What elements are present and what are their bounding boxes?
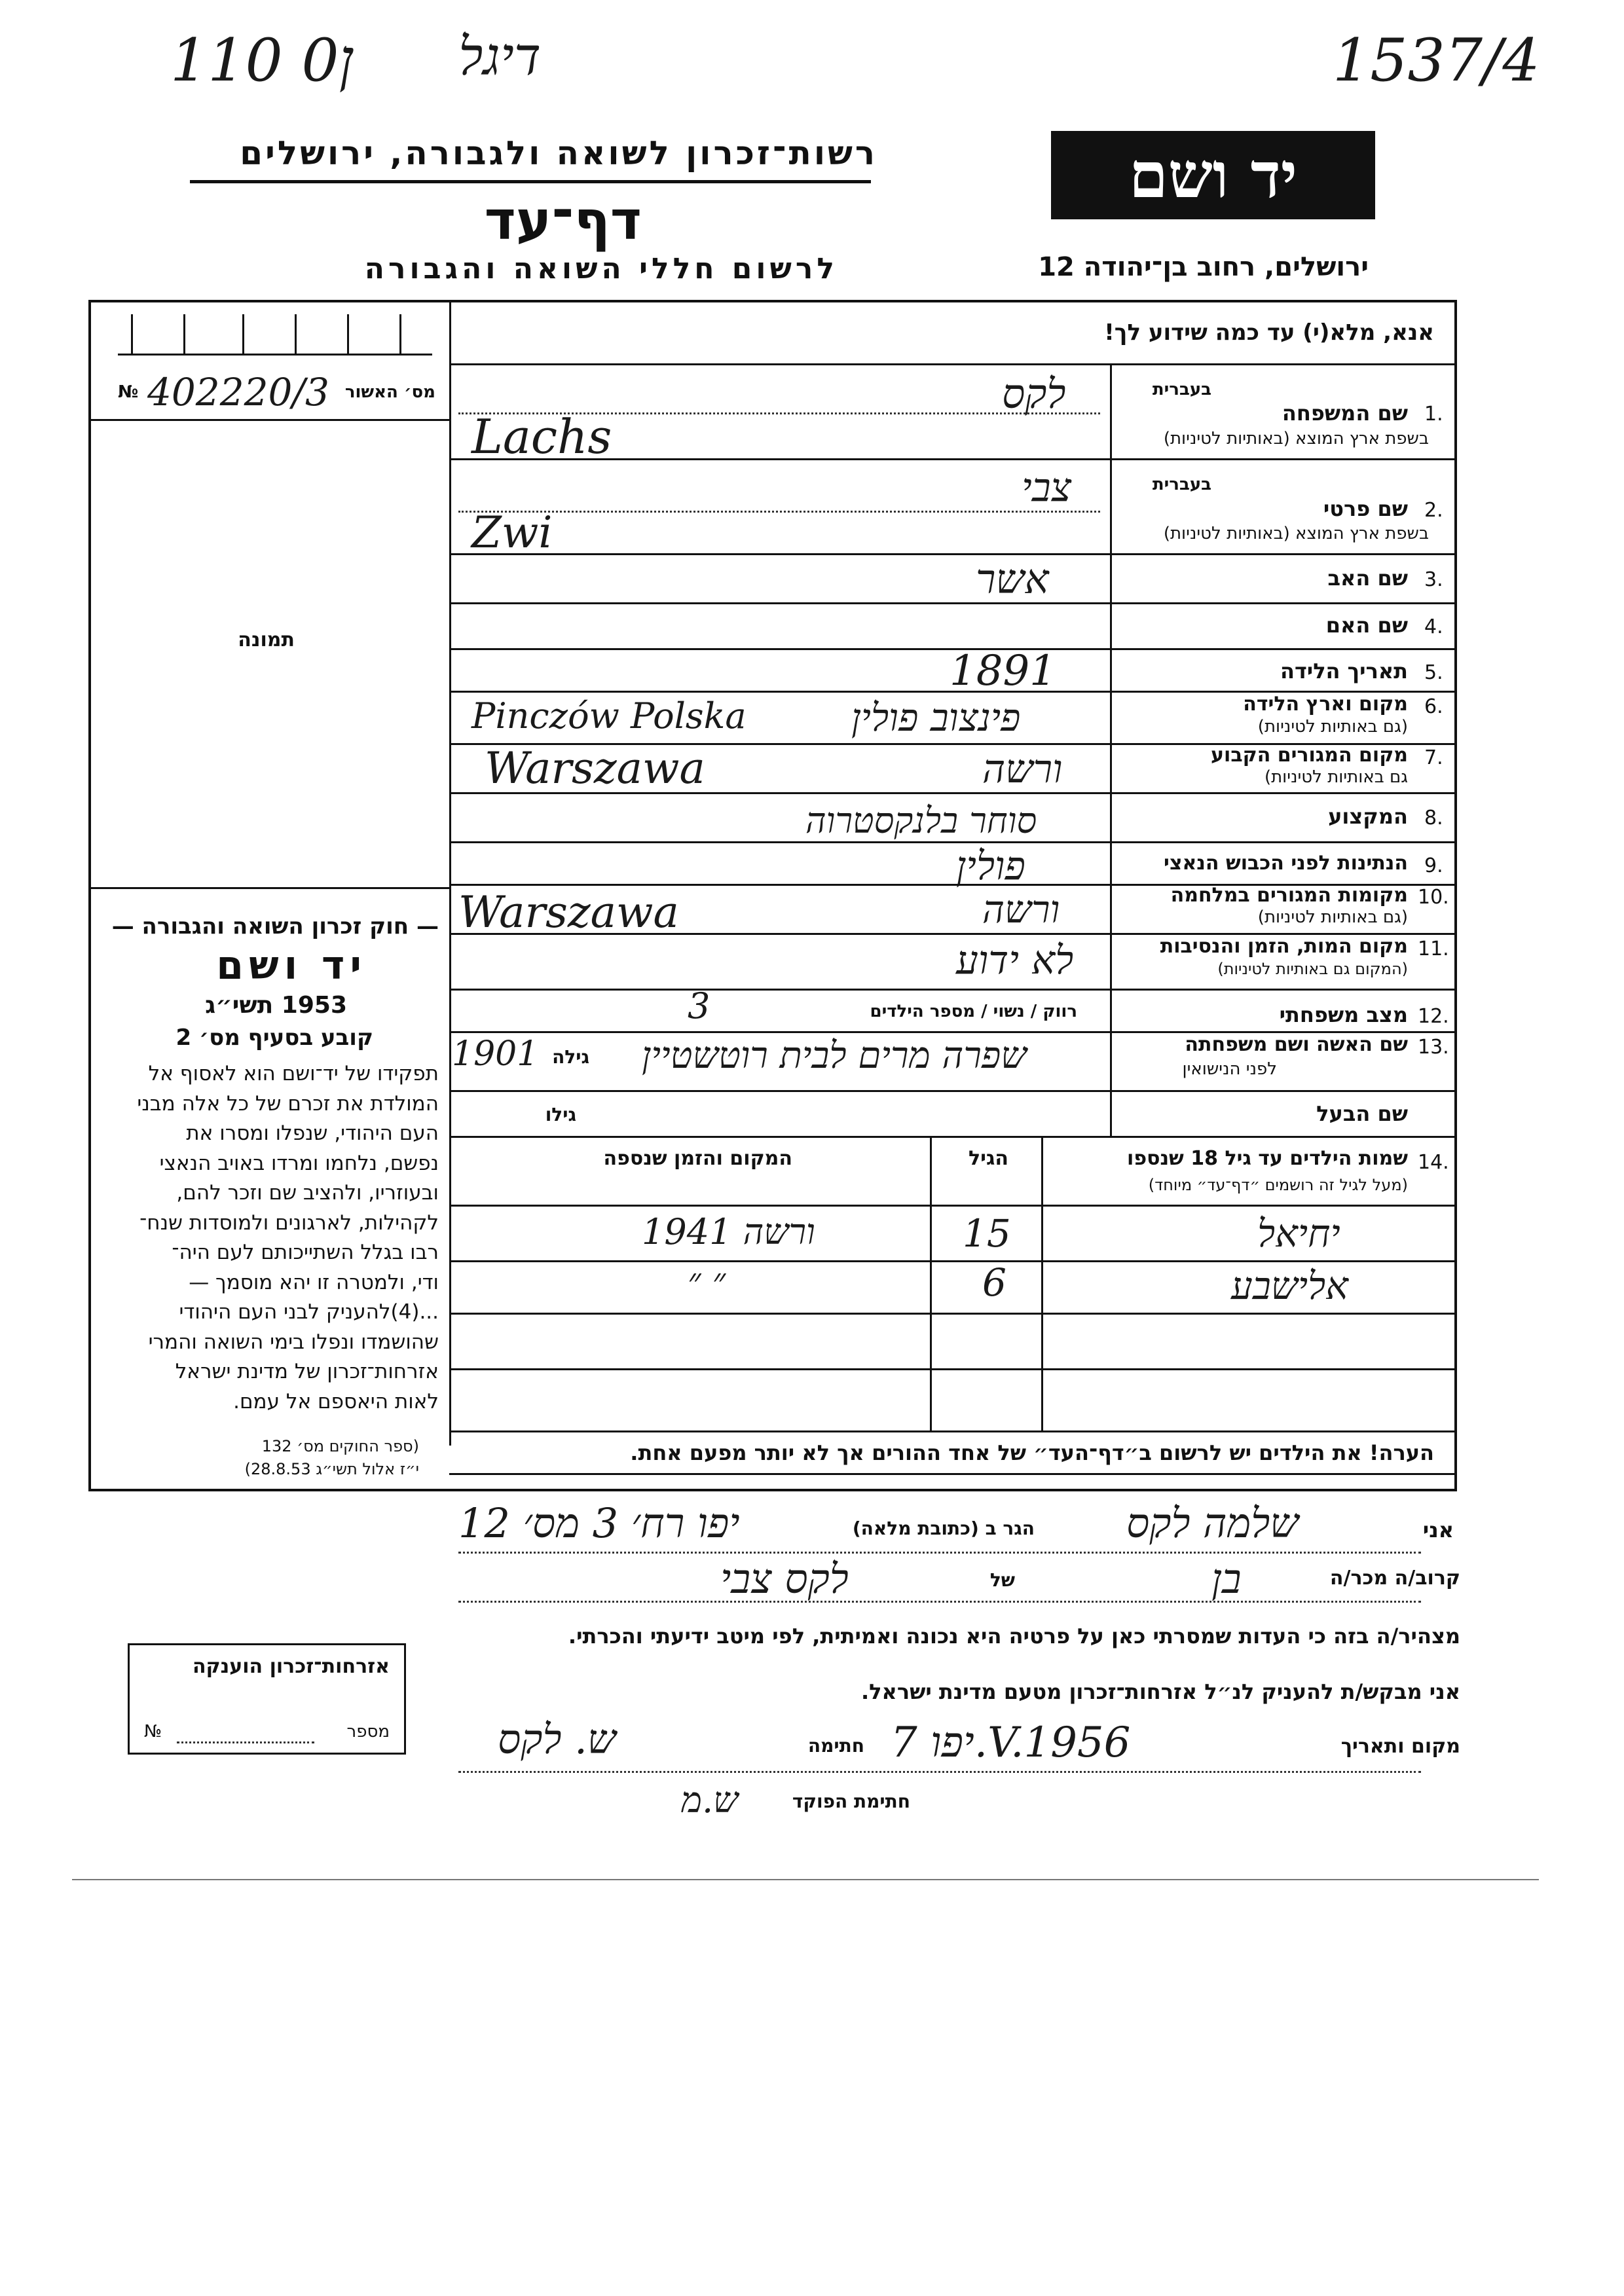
relative-label: קרוב/ה מכר/ה: [1329, 1567, 1460, 1590]
field-13-number: 13.: [1418, 1036, 1449, 1059]
fill-instruction: אנא, מלא(י) עד כמה שידוע לך!: [1104, 319, 1434, 346]
child-1-name: יחיאל: [1257, 1211, 1340, 1256]
field-9-label: הנתינות לפני הכבוש הנאצי: [1164, 852, 1408, 875]
children-col-divider: [1041, 1136, 1043, 1430]
children-row-rule: [449, 1368, 1457, 1370]
handwritten-note-mid: דיגל: [458, 26, 542, 87]
field-10-sub: (גם באותיות לטיניות): [1257, 907, 1408, 927]
children-col-divider: [930, 1136, 932, 1430]
child-2-place: ״ ״: [688, 1260, 726, 1302]
field-2-dotted: [458, 511, 1100, 513]
row-rule: [449, 363, 1457, 365]
field-1-label: שם המשפחה: [1282, 401, 1408, 426]
law-ref-2: י״ז אלול תשי״ג 28.8.53): [244, 1460, 419, 1478]
law-clause: קובע בסעיף מס׳ 2: [175, 1025, 373, 1051]
declaration-request: אני מבקש/ת להעניק לנ״ל אזרחות־זכרון מטעם מדינת ישראל.: [861, 1679, 1460, 1704]
citizenship-number-line: [177, 1741, 314, 1743]
wife-name: שפרה מרים לבית רוטשטיין: [642, 1034, 1027, 1077]
field-6-label: מקום וארץ הלידה: [1243, 693, 1408, 716]
authority-title: רשות־זכרון לשואה ולגבורה, ירושלים: [240, 134, 877, 172]
field-5-label: תאריך הלידה: [1280, 659, 1408, 683]
occupation: סוחר בלנקסטרוה: [805, 800, 1037, 841]
declaration-i-label: אני: [1422, 1518, 1454, 1542]
field-9-number: 9.: [1424, 854, 1443, 877]
relation: בן: [1211, 1555, 1242, 1603]
birth-place-hebrew: פינצוב פולין: [851, 695, 1021, 740]
children-place-header: המקום והזמן שנספה: [603, 1147, 792, 1170]
field-11-number: 11.: [1418, 938, 1449, 960]
children-row-rule: [449, 1260, 1457, 1262]
law-line: ...(4)להעניק לבני העם היהודי: [179, 1300, 439, 1324]
husband-label: שם הבעל: [1316, 1101, 1408, 1126]
yad-vashem-logo: [1051, 131, 1375, 219]
field-1-hebrew-tag: בעברית: [1152, 380, 1211, 399]
law-ref-1: (ספר החוקים מס׳ 132: [261, 1437, 419, 1455]
row-rule: [449, 841, 1457, 843]
archive-number: 1537/4: [1333, 26, 1540, 95]
nationality: פולין: [956, 843, 1025, 889]
law-line: רבו בגלל השתייכותם לעם היה־: [172, 1241, 439, 1264]
header-rule: [190, 180, 871, 183]
citizenship-title: אזרחות־זכרון הוענקה: [192, 1655, 390, 1678]
residence-hebrew: ורשה: [982, 746, 1063, 792]
approval-number: 402220/3: [147, 370, 329, 414]
declaration-line-2: [458, 1601, 1421, 1603]
wife-age-label: גילה: [552, 1046, 589, 1068]
field-2-number: 2.: [1424, 499, 1443, 522]
law-name: יד ושם: [216, 943, 367, 989]
citizenship-no-sign: №: [144, 1722, 162, 1741]
law-line: ודי, ולמטרה זו יהא מוסמך —: [189, 1270, 439, 1294]
children-number: 14.: [1418, 1151, 1449, 1174]
law-line: אזרחות־זכרון של מדינת ישראל: [175, 1360, 439, 1383]
law-line: לאות היאספם אל עמם.: [233, 1389, 439, 1413]
frame-divider: [449, 300, 451, 1446]
row-rule: [449, 989, 1457, 991]
death-place: לא ידוע: [956, 938, 1074, 983]
field-1-number: 1.: [1424, 403, 1443, 426]
logo-text: יד ושם: [1128, 138, 1298, 212]
child-2-age: 6: [982, 1260, 1006, 1305]
children-header-rule: [449, 1205, 1457, 1207]
field-7-label: מקום המגורים הקבוע: [1211, 744, 1408, 767]
of-name: לקס צבי: [720, 1555, 849, 1603]
residence-latin: Warszawa: [485, 743, 705, 793]
family-name-latin: Lachs: [471, 409, 612, 464]
row-rule: [449, 1136, 1457, 1138]
place-date: יפו 7.V.1956: [891, 1719, 1131, 1767]
approval-cells: [118, 314, 432, 355]
row-rule: [449, 458, 1457, 460]
remark-rule: [449, 1473, 1457, 1475]
birth-place-latin: Pinczów Polska: [471, 695, 747, 737]
children-row-rule: [449, 1313, 1457, 1315]
birth-date: 1891: [950, 647, 1056, 695]
husband-age-label: גילו: [545, 1104, 576, 1125]
form-title: דף־עד: [484, 190, 642, 252]
photo-label: תמונה: [238, 629, 295, 651]
field-8-number: 8.: [1424, 807, 1443, 829]
field-7-sub: גם באותיות לטיניות): [1264, 767, 1408, 787]
field-13-label: שם האשה ושם משפחתה: [1185, 1033, 1408, 1056]
signature-label: חתימה: [807, 1735, 864, 1757]
declaration-statement: מצהיר/ה בזה כי העדות שמסרתי כאן על פרטיה היא נכונה ואמיתית, לפי מיטב ידיעתי והכרתי.: [568, 1624, 1460, 1649]
field-6-sub: (גם באותיות לטיניות): [1257, 717, 1408, 737]
law-year: 1953 תשי״ג: [205, 992, 347, 1019]
row-rule: [449, 602, 1457, 604]
wife-age: 1901: [452, 1034, 539, 1074]
field-10-number: 10.: [1418, 886, 1449, 909]
family-name-hebrew: לקס: [1002, 370, 1066, 418]
place-date-label: מקום ותאריך: [1340, 1735, 1460, 1758]
approval-label: מס׳ האשור: [344, 382, 435, 402]
law-line: העם היהודי, שנפלו ומסרו את: [186, 1121, 439, 1145]
children-count: 3: [688, 985, 710, 1027]
children-table-bottom: [449, 1430, 1457, 1432]
field-2-sub: בשפת ארץ המוצא (באותיות לטיניות): [1163, 524, 1429, 543]
label-column-divider: [1110, 363, 1112, 1136]
children-note: (מעל לגיל זה רושמים ״דף־עד״ מיוחד): [1148, 1176, 1408, 1194]
officer-signature: ש.מ: [681, 1779, 739, 1821]
field-1-sub: בשפת ארץ המוצא (באותיות לטיניות): [1163, 429, 1429, 448]
field-11-label: מקום המות, הזמן והנסיבות: [1160, 935, 1408, 958]
citizenship-number-label: מספר: [346, 1722, 390, 1741]
children-age-header: הגיל: [969, 1147, 1008, 1170]
wartime-residence-latin: Warszawa: [458, 887, 679, 938]
approval-rule: [88, 419, 449, 421]
marital-options: רווק / נשוי / מספר הילדים: [870, 1002, 1077, 1021]
field-4-number: 4.: [1424, 615, 1443, 638]
form-subtitle: לרשום חללי השואה והגבורה: [364, 252, 838, 285]
first-name-latin: Zwi: [471, 507, 553, 558]
law-title: — חוק זכרון השואה והגבורה —: [111, 913, 439, 939]
row-rule: [449, 792, 1457, 794]
declarant-signature: ש. לקס: [498, 1715, 616, 1763]
field-8-label: המקצוע: [1328, 804, 1408, 829]
children-title: שמות הילדים עד גיל 18 שנספו: [1127, 1147, 1408, 1170]
field-5-number: 5.: [1424, 661, 1443, 684]
row-rule: [449, 1090, 1457, 1092]
scan-edge: [72, 1879, 1539, 1880]
law-line: נפשם, נלחמו ומרדו באויב הנאצי: [159, 1151, 439, 1175]
law-line: המולדת את זכרם של כל אלה מבני: [137, 1091, 439, 1116]
first-name-hebrew: צבי: [1022, 465, 1072, 511]
child-1-place: ורשה 1941: [642, 1211, 815, 1252]
field-4-label: שם האם: [1325, 613, 1408, 638]
officer-label: חתימת הפוקד: [792, 1791, 910, 1812]
of-label: של: [989, 1569, 1015, 1591]
field-2-hebrew-tag: בעברית: [1152, 475, 1211, 494]
law-text: [98, 1059, 439, 1417]
field-6-number: 6.: [1424, 695, 1443, 718]
father-name: אשר: [976, 555, 1049, 603]
declarant-name: שלמה לקס: [1126, 1499, 1299, 1547]
field-11-sub: (המקום גם באותיות לטיניות): [1217, 960, 1408, 978]
field-12-number: 12.: [1418, 1005, 1449, 1028]
child-1-age: 15: [963, 1211, 1011, 1256]
declaration-line-1: [458, 1552, 1421, 1554]
field-10-label: מקומות המגורים במלחמה: [1170, 884, 1408, 907]
law-box-top: [88, 887, 449, 889]
handwritten-note-left: 110 ן0: [170, 26, 354, 95]
field-13-sub: לפני הנישואין: [1182, 1059, 1277, 1079]
wartime-residence-hebrew: ורשה: [982, 887, 1060, 932]
declaration-line-3: [458, 1771, 1421, 1773]
law-line: לקהילות, לארגונים ולמוסדות שנח־: [139, 1211, 439, 1235]
field-3-label: שם האב: [1327, 566, 1408, 591]
child-2-name: אלישבע: [1231, 1264, 1348, 1308]
approval-no-sign: №: [118, 382, 139, 402]
field-2-label: שם פרטי: [1323, 496, 1408, 521]
law-line: ובעוזריו, ולהציב שם וזכר להם,: [176, 1181, 439, 1205]
law-line: תפקידו של יד־ושם הוא לאסוף אל: [148, 1062, 439, 1085]
address: ירושלים, רחוב בן־יהודה 12: [1038, 252, 1369, 282]
field-12-label: מצב משפחתי: [1279, 1002, 1408, 1027]
law-line: שהושמדו ונפלו בימי השואה והמרי: [148, 1330, 439, 1354]
field-3-number: 3.: [1424, 568, 1443, 591]
remark: הערה! את הילדים יש לרשום ב״דף־העד״ של אחד ההורים אך לא יותר מפעם אחת.: [630, 1440, 1434, 1465]
row-rule: [449, 553, 1457, 555]
field-7-number: 7.: [1424, 746, 1443, 769]
address-label: הגר ב (כתובת מלאה): [852, 1518, 1035, 1539]
declarant-address: יפו רח׳ 3 מס׳ 12: [458, 1499, 740, 1547]
